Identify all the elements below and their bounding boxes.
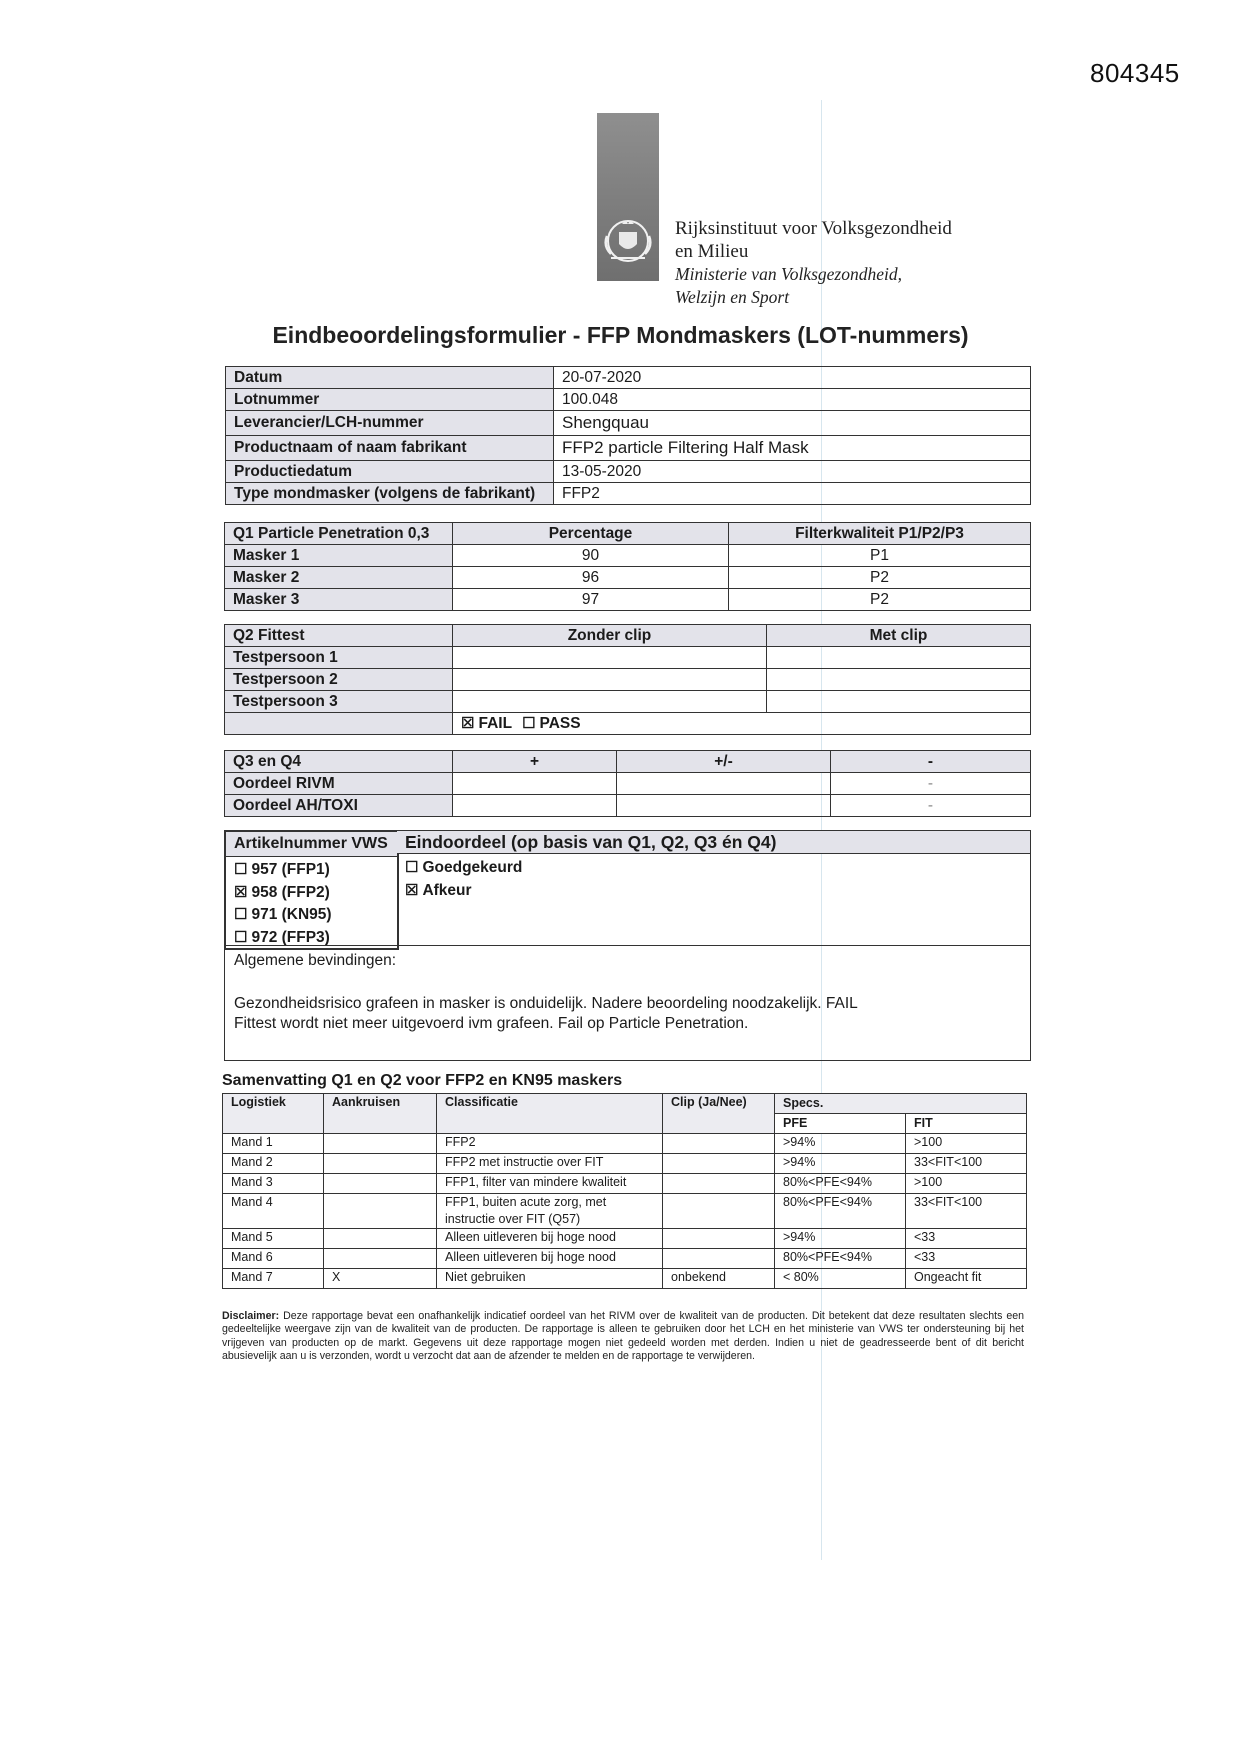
summary-header-pfe: PFE — [775, 1114, 906, 1134]
org-line-2: en Milieu — [675, 241, 749, 262]
verdict-item — [405, 857, 522, 880]
summary-classificatie — [437, 1194, 663, 1229]
article-checkbox[interactable]: ☐ — [234, 861, 248, 878]
article-checkbox[interactable]: ☐ — [234, 928, 248, 946]
info-label: Lotnummer — [226, 389, 554, 411]
summary-mand: Mand 1 — [223, 1134, 324, 1154]
summary-mand: Mand 6 — [223, 1249, 324, 1269]
q2-cell — [767, 691, 1031, 713]
summary-row — [223, 1249, 1027, 1269]
summary-classificatie: Alleen uitleveren bij hoge nood — [437, 1229, 663, 1249]
summary-aankruisen — [324, 1174, 437, 1194]
q1-percentage: 90 — [453, 545, 729, 567]
q3q4-cell — [453, 795, 617, 817]
q1-row-label: Masker 3 — [225, 589, 453, 611]
verdict-divider — [397, 853, 398, 945]
q3q4-cell — [617, 773, 831, 795]
q2-cell — [453, 691, 767, 713]
summary-clip — [663, 1134, 775, 1154]
info-value: FFP2 — [554, 483, 1031, 505]
summary-mand: Mand 3 — [223, 1174, 324, 1194]
summary-classificatie: FFP2 — [437, 1134, 663, 1154]
verdict-header: Eindoordeel (op basis van Q1, Q2, Q3 én Q4) — [397, 831, 1030, 854]
summary-header-specs: Specs. — [775, 1094, 1027, 1114]
q3q4-header: +/- — [617, 751, 831, 773]
q3q4-header: + — [453, 751, 617, 773]
document-number: 804345 — [1090, 58, 1180, 88]
summary-classificatie: FFP2 met instructie over FIT — [437, 1154, 663, 1174]
q3q4-header: - — [831, 751, 1031, 773]
info-value: 13-05-2020 — [554, 461, 1031, 483]
summary-row — [223, 1154, 1027, 1174]
q1-quality: P1 — [729, 545, 1031, 567]
q1-header: Q1 Particle Penetration 0,3 — [225, 523, 453, 545]
summary-fit: >100 — [906, 1174, 1027, 1194]
summary-table — [222, 1093, 1027, 1289]
q3q4-cell — [617, 795, 831, 817]
summary-pfe: >94% — [775, 1229, 906, 1249]
q1-row-label: Masker 1 — [225, 545, 453, 567]
q1-header: Filterkwaliteit P1/P2/P3 — [729, 523, 1031, 545]
article-label: 971 (KN95) — [251, 906, 332, 923]
summary-header-aankruisen: Aankruisen — [324, 1094, 437, 1134]
q2-row-label: Testpersoon 2 — [225, 669, 453, 691]
summary-fit: >100 — [906, 1134, 1027, 1154]
page-title: Eindbeoordelingsformulier - FFP Mondmaskers (LOT-nummers) — [272, 322, 969, 348]
q2-cell — [453, 669, 767, 691]
summary-row — [223, 1134, 1027, 1154]
info-label: Leverancier/LCH-nummer — [226, 411, 554, 436]
summary-header-logistiek: Logistiek — [223, 1094, 324, 1134]
q3q4-minus: - — [831, 795, 1031, 817]
q1-row-label: Masker 2 — [225, 567, 453, 589]
final-verdict-block — [224, 830, 1031, 1061]
summary-mand: Mand 5 — [223, 1229, 324, 1249]
summary-row — [223, 1269, 1027, 1289]
coat-of-arms-icon — [597, 210, 659, 272]
q2-header: Zonder clip — [453, 625, 767, 647]
summary-aankruisen — [324, 1229, 437, 1249]
article-item — [234, 859, 389, 882]
disclaimer — [222, 1310, 1024, 1363]
summary-fit: 33<FIT<100 — [906, 1194, 1027, 1229]
info-value: 100.048 — [554, 389, 1031, 411]
articles-box — [224, 830, 399, 950]
verdicts-list — [405, 857, 522, 902]
disclaimer-text: Deze rapportage bevat een onafhankelijk indicatief oordeel van het RIVM over de kwaliteit van de producten. Dit betekent dat deze resultaten slechts een gedeeltelijke weergave zijn van de kwaliteit van de producten. De rapportage is alleen te gebruiken door het LCH en het ministerie van VWS ter ondersteuning bij het vrijgeven van producten op de markt. Gegevens uit deze rapportage mogen niet gedeeld worden met derden. Indien u niet de geadresseerde bent of dit bericht abusievelijk aan u is verzonden, wordt u verzocht dat aan de afzender te melden en de rapportage te verwijderen. — [222, 1310, 1024, 1362]
summary-clip — [663, 1194, 775, 1229]
summary-classificatie: Alleen uitleveren bij hoge nood — [437, 1249, 663, 1269]
info-value: 20-07-2020 — [554, 367, 1031, 389]
summary-row — [223, 1194, 1027, 1229]
summary-pfe: 80%<PFE<94% — [775, 1249, 906, 1269]
summary-pfe: < 80% — [775, 1269, 906, 1289]
article-checkbox[interactable]: ☒ — [234, 883, 248, 901]
summary-pfe: 80%<PFE<94% — [775, 1174, 906, 1194]
org-line-3: Ministerie van Volksgezondheid, — [675, 264, 902, 284]
verdict-label: Goedgekeurd — [422, 859, 523, 876]
info-label: Type mondmasker (volgens de fabrikant) — [226, 483, 554, 505]
summary-aankruisen — [324, 1249, 437, 1269]
disclaimer-label: Disclaimer: — [222, 1310, 280, 1322]
summary-title: Samenvatting Q1 en Q2 voor FFP2 en KN95 maskers — [222, 1072, 623, 1089]
info-value: FFP2 particle Filtering Half Mask — [554, 436, 1031, 461]
articles-list — [226, 857, 397, 951]
summary-mand: Mand 4 — [223, 1194, 324, 1229]
summary-row — [223, 1174, 1027, 1194]
q3q4-header: Q3 en Q4 — [225, 751, 453, 773]
article-label: 972 (FFP3) — [251, 928, 330, 946]
q1-header: Percentage — [453, 523, 729, 545]
info-label: Datum — [226, 367, 554, 389]
summary-header-fit: FIT — [906, 1114, 1027, 1134]
article-label: 958 (FFP2) — [251, 883, 330, 901]
q2-header: Q2 Fittest — [225, 625, 453, 647]
q3q4-row-label: Oordeel AH/TOXI — [225, 795, 453, 817]
articles-header: Artikelnummer VWS — [226, 832, 397, 857]
summary-pfe: >94% — [775, 1154, 906, 1174]
q1-quality: P2 — [729, 567, 1031, 589]
summary-mand: Mand 7 — [223, 1269, 324, 1289]
q1-quality: P2 — [729, 589, 1031, 611]
summary-classificatie: Niet gebruiken — [437, 1269, 663, 1289]
q2-row-label: Testpersoon 3 — [225, 691, 453, 713]
org-line-4: Welzijn en Sport — [675, 287, 790, 307]
q3q4-cell — [453, 773, 617, 795]
q2-cell — [767, 669, 1031, 691]
pass-label: PASS — [539, 714, 581, 732]
findings-label: Algemene bevindingen: — [234, 952, 397, 969]
summary-fit: <33 — [906, 1229, 1027, 1249]
summary-pfe: >94% — [775, 1134, 906, 1154]
q1-percentage: 97 — [453, 589, 729, 611]
verdict-label: Afkeur — [422, 881, 472, 899]
summary-clip: onbekend — [663, 1269, 775, 1289]
findings-line-2: Fittest wordt niet meer uitgevoerd ivm grafeen. Fail op Particle Penetration. — [234, 1015, 749, 1032]
summary-aankruisen — [324, 1194, 437, 1229]
org-line-1: Rijksinstituut voor Volksgezondheid — [675, 218, 952, 239]
q3q4-row-label: Oordeel RIVM — [225, 773, 453, 795]
info-table — [225, 366, 1031, 505]
summary-row — [223, 1229, 1027, 1249]
article-item — [234, 882, 389, 905]
summary-classificatie: FFP1, filter van mindere kwaliteit — [437, 1174, 663, 1194]
q2-result — [453, 713, 1031, 735]
summary-pfe: 80%<PFE<94% — [775, 1194, 906, 1229]
summary-fit: 33<FIT<100 — [906, 1154, 1027, 1174]
summary-classificatie-line: FFP1, buiten acute zorg, met — [445, 1195, 607, 1209]
q2-empty — [225, 713, 453, 735]
article-checkbox[interactable]: ☐ — [234, 906, 248, 923]
summary-aankruisen: X — [324, 1269, 437, 1289]
q2-row-label: Testpersoon 1 — [225, 647, 453, 669]
info-value: Shengquau — [554, 411, 1031, 436]
summary-clip — [663, 1154, 775, 1174]
info-label: Productiedatum — [226, 461, 554, 483]
summary-clip — [663, 1174, 775, 1194]
verdict-checkbox[interactable]: ☐ — [405, 859, 419, 876]
q2-cell — [767, 647, 1031, 669]
summary-header-clip: Clip (Ja/Nee) — [663, 1094, 775, 1134]
summary-fit: Ongeacht fit — [906, 1269, 1027, 1289]
summary-aankruisen — [324, 1134, 437, 1154]
article-item — [234, 904, 389, 927]
summary-clip — [663, 1249, 775, 1269]
fail-checkbox[interactable]: ☒ — [461, 714, 475, 732]
summary-classificatie-line: instructie over FIT (Q57) — [445, 1212, 581, 1226]
q3q4-table — [224, 750, 1031, 817]
summary-clip — [663, 1229, 775, 1249]
q2-header: Met clip — [767, 625, 1031, 647]
q2-cell — [453, 647, 767, 669]
q1-percentage: 96 — [453, 567, 729, 589]
organization-block — [675, 217, 952, 309]
summary-fit: <33 — [906, 1249, 1027, 1269]
verdict-item — [405, 880, 522, 903]
q2-table — [224, 624, 1031, 735]
fail-label: FAIL — [478, 714, 512, 732]
verdict-checkbox[interactable]: ☒ — [405, 881, 419, 899]
summary-mand: Mand 2 — [223, 1154, 324, 1174]
findings-divider — [225, 945, 1030, 946]
summary-header-classificatie: Classificatie — [437, 1094, 663, 1134]
article-label: 957 (FFP1) — [251, 861, 330, 878]
info-label: Productnaam of naam fabrikant — [226, 436, 554, 461]
q3q4-minus: - — [831, 773, 1031, 795]
pass-checkbox[interactable]: ☐ — [522, 714, 536, 732]
findings-line-1: Gezondheidsrisico grafeen in masker is onduidelijk. Nadere beoordeling noodzakelijk. FAIL — [234, 995, 858, 1012]
summary-aankruisen — [324, 1154, 437, 1174]
q1-table — [224, 522, 1031, 611]
